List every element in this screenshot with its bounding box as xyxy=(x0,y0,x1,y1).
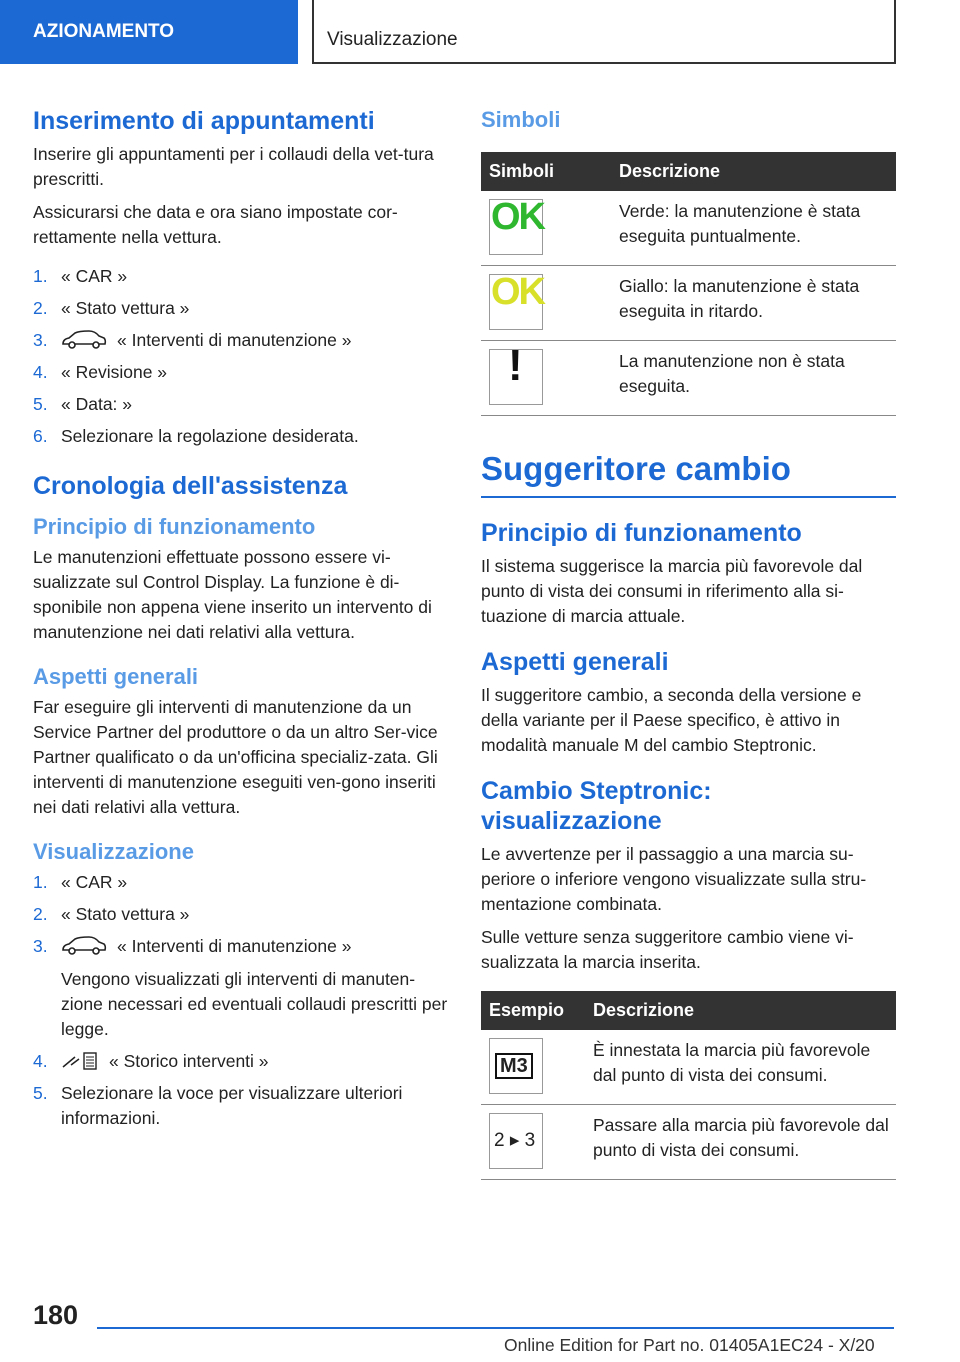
chapter-tab: Visualizzazione xyxy=(312,0,896,64)
heading-simboli: Simboli xyxy=(481,107,561,132)
heading-principio: Principio di funzionamento xyxy=(481,519,802,547)
heading-suggeritore: Suggeritore cambio xyxy=(481,448,896,498)
column-header: Descrizione xyxy=(585,991,896,1030)
list-item: 5. Selezionare la voce per visualizzare ulteriori informazioni. xyxy=(33,1083,403,1128)
top-header xyxy=(0,0,960,66)
paragraph: Far eseguire gli interventi di manutenzione da un Service Partner del produttore o da un altro Ser-vice Partner qualificato o da un'officina specializ-zata. Gli interventi di manutenzione eseguiti ven-gono inseriti nei dati relativi alla vettura. xyxy=(33,697,438,817)
left-column xyxy=(33,96,448,1138)
description: Giallo: la manutenzione è stata eseguita in ritardo. xyxy=(611,266,896,341)
exclamation-icon: ! xyxy=(489,349,543,405)
steps-list-2 xyxy=(33,870,448,1131)
table-row xyxy=(481,1105,896,1180)
paragraph: Il sistema suggerisce la marcia più favorevole dal punto di vista dei consumi in riferimento alla si-tuazione di marcia attuale. xyxy=(481,556,863,626)
steps-list-1 xyxy=(33,264,448,449)
list-item: 4. « Revisione » xyxy=(33,362,168,382)
gear-m3-icon: M3 xyxy=(489,1038,543,1094)
column-header: Descrizione xyxy=(611,152,896,191)
column-header: Esempio xyxy=(481,991,585,1030)
table-row xyxy=(481,266,896,341)
footer-divider xyxy=(97,1327,894,1329)
section-tab: AZIONAMENTO xyxy=(0,0,298,64)
table-header-row xyxy=(481,152,896,191)
paragraph: Le avvertenze per il passaggio a una marcia su-periore o inferiore vengono visualizzate sulla stru-mentazione combinata. xyxy=(481,844,867,914)
paragraph: Inserire gli appuntamenti per i collaudi della vet-tura prescritti. xyxy=(33,144,434,189)
heading-aspetti: Aspetti generali xyxy=(481,648,669,676)
table-header-row xyxy=(481,991,896,1030)
right-column xyxy=(481,96,896,1180)
car-icon xyxy=(61,330,107,350)
ok-yellow-icon: OK xyxy=(489,274,543,330)
list-item: 5. « Data: » xyxy=(33,394,133,414)
symbols-table xyxy=(481,152,896,416)
heading-steptronic: Cambio Steptronic: visualizzazione xyxy=(481,777,712,835)
list-item: 4. « Storico interventi » xyxy=(33,1051,269,1071)
list-item: 3. « Interventi di manutenzione » xyxy=(33,330,352,350)
page-number: 180 xyxy=(33,1300,79,1330)
paragraph: Il suggeritore cambio, a seconda della versione e della variante per il Paese specifico, è attivo in modalità manuale M del cambio Steptronic. xyxy=(481,685,862,755)
heading-cronologia: Cronologia dell'assistenza xyxy=(33,472,348,500)
list-item: 1. « CAR » xyxy=(33,266,128,286)
ok-green-icon: OK xyxy=(489,199,543,255)
column-header: Simboli xyxy=(481,152,611,191)
list-item: 1. « CAR » xyxy=(33,872,128,892)
description: Passare alla marcia più favorevole dal punto di vista dei consumi. xyxy=(585,1105,896,1180)
paragraph: Sulle vetture senza suggeritore cambio viene vi-sualizzata la marcia inserita. xyxy=(481,927,854,972)
table-row xyxy=(481,1030,896,1105)
list-item: 2. « Stato vettura » xyxy=(33,904,190,924)
edition-label: Online Edition for Part no. 01405A1EC24 - X/20 xyxy=(504,1335,875,1355)
examples-table xyxy=(481,991,896,1180)
list-item: 3. « Interventi di manutenzione » Vengono visualizzati gli interventi di manuten-zione necessari ed eventuali collaudi prescritti per legge. xyxy=(33,934,448,1042)
paragraph: Assicurarsi che data e ora siano impostate cor-rettamente nella vettura. xyxy=(33,202,398,247)
list-item: 2. « Stato vettura » xyxy=(33,298,190,318)
heading-aspetti: Aspetti generali xyxy=(33,664,199,689)
heading-principio: Principio di funzionamento xyxy=(33,514,316,539)
service-history-icon xyxy=(61,1051,99,1071)
table-row xyxy=(481,341,896,416)
description: Verde: la manutenzione è stata eseguita puntualmente. xyxy=(611,191,896,266)
description: È innestata la marcia più favorevole dal punto di vista dei consumi. xyxy=(585,1030,896,1105)
gear-upshift-icon: 2 ▸ 3 xyxy=(489,1113,543,1169)
description: La manutenzione non è stata eseguita. xyxy=(611,341,896,416)
list-item: 6. Selezionare la regolazione desiderata. xyxy=(33,426,359,446)
car-icon xyxy=(61,936,107,956)
heading-appuntamenti: Inserimento di appuntamenti xyxy=(33,107,375,135)
step-note: Vengono visualizzati gli interventi di manuten-zione necessari ed eventuali collaudi prescritti per legge. xyxy=(61,969,448,1039)
table-row xyxy=(481,191,896,266)
heading-visualizzazione: Visualizzazione xyxy=(33,839,194,864)
paragraph: Le manutenzioni effettuate possono essere vi-sualizzate sul Control Display. La funzione è di-sponibile non appena viene inserito un intervento di manutenzione nei dati relativi alla vettura. xyxy=(33,547,432,642)
